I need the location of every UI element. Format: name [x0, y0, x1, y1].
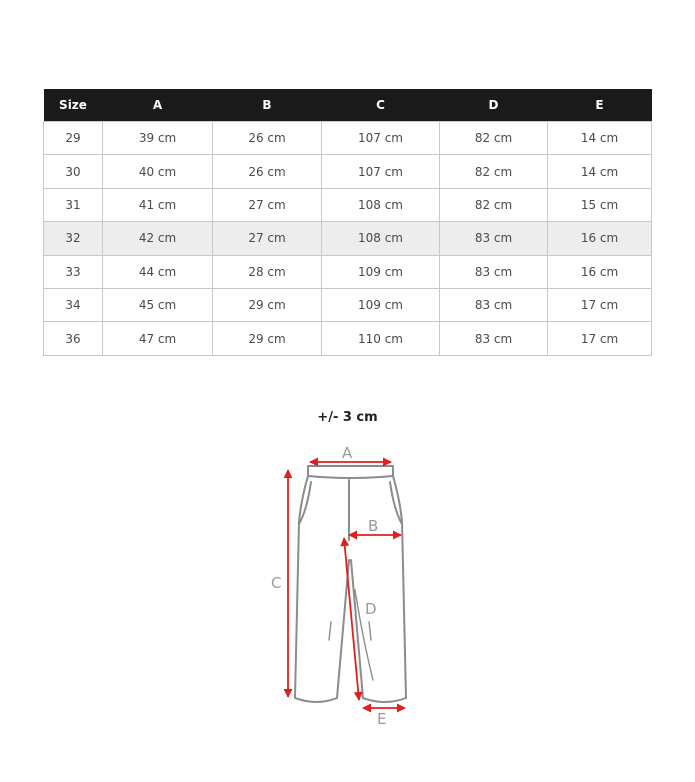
cell-c: 108 cm [322, 188, 440, 221]
cell-b: 28 cm [213, 255, 322, 288]
table-row [44, 255, 652, 288]
cell-a: 45 cm [103, 288, 213, 321]
cell-a: 41 cm [103, 188, 213, 221]
cell-d: 83 cm [440, 288, 548, 321]
cell-size: 34 [44, 288, 103, 321]
cell-e: 17 cm [548, 322, 652, 355]
cell-b: 26 cm [213, 122, 322, 155]
table-row [44, 122, 652, 155]
cell-size: 32 [44, 222, 103, 255]
trousers-measurement-diagram [265, 440, 425, 735]
size-chart-table [43, 89, 652, 356]
header-e: E [548, 89, 652, 122]
cell-d: 82 cm [440, 188, 548, 221]
cell-c: 108 cm [322, 222, 440, 255]
cell-d: 83 cm [440, 322, 548, 355]
cell-c: 107 cm [322, 122, 440, 155]
cell-b: 29 cm [213, 288, 322, 321]
cell-b: 29 cm [213, 322, 322, 355]
label-d: D [365, 600, 377, 618]
table-row [44, 288, 652, 321]
header-b: B [213, 89, 322, 122]
header-size: Size [44, 89, 103, 122]
table-row [44, 188, 652, 221]
tolerance-note: +/- 3 cm [317, 410, 378, 425]
cell-d: 83 cm [440, 255, 548, 288]
label-c: C [271, 574, 282, 592]
cell-d: 82 cm [440, 122, 548, 155]
cell-a: 42 cm [103, 222, 213, 255]
cell-c: 110 cm [322, 322, 440, 355]
cell-c: 107 cm [322, 155, 440, 188]
cell-e: 16 cm [548, 255, 652, 288]
cell-e: 15 cm [548, 188, 652, 221]
cell-e: 16 cm [548, 222, 652, 255]
cell-size: 36 [44, 322, 103, 355]
table-row [44, 322, 652, 355]
cell-b: 27 cm [213, 222, 322, 255]
cell-size: 29 [44, 122, 103, 155]
cell-b: 27 cm [213, 188, 322, 221]
cell-a: 39 cm [103, 122, 213, 155]
cell-c: 109 cm [322, 288, 440, 321]
cell-e: 17 cm [548, 288, 652, 321]
label-e: E [377, 710, 387, 728]
trousers-outline [295, 466, 406, 702]
table-row-highlighted [44, 222, 652, 255]
table-row [44, 155, 652, 188]
header-a: A [103, 89, 213, 122]
cell-b: 26 cm [213, 155, 322, 188]
cell-size: 33 [44, 255, 103, 288]
header-d: D [440, 89, 548, 122]
cell-a: 47 cm [103, 322, 213, 355]
header-c: C [322, 89, 440, 122]
table-header-row [44, 89, 652, 122]
cell-e: 14 cm [548, 155, 652, 188]
label-b: B [368, 517, 379, 535]
cell-d: 82 cm [440, 155, 548, 188]
cell-d: 83 cm [440, 222, 548, 255]
cell-c: 109 cm [322, 255, 440, 288]
cell-a: 44 cm [103, 255, 213, 288]
cell-a: 40 cm [103, 155, 213, 188]
cell-size: 31 [44, 188, 103, 221]
cell-e: 14 cm [548, 122, 652, 155]
cell-size: 30 [44, 155, 103, 188]
label-a: A [342, 444, 353, 462]
